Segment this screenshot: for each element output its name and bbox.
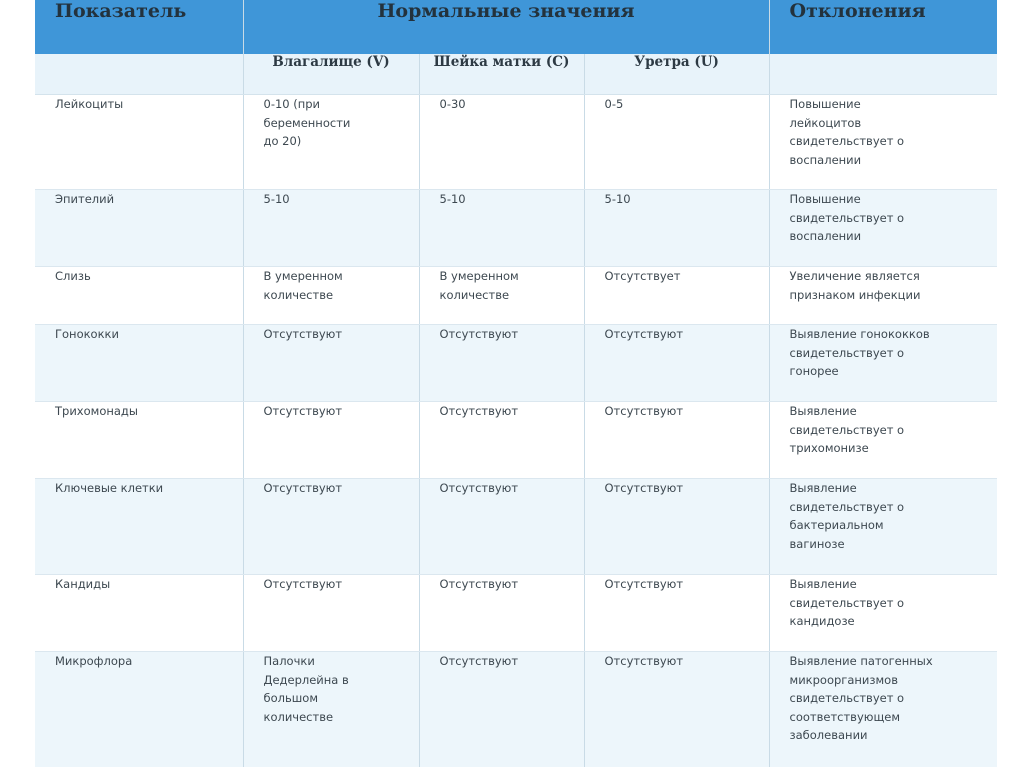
table-row [35, 325, 997, 402]
header-normal-values: Нормальные значения [243, 0, 769, 54]
row-urethra-value: Отсутствуют [604, 577, 684, 591]
header-indicator: Показатель [35, 0, 243, 54]
row-deviation: Увеличение является признаком инфекции [789, 269, 921, 302]
row-urethra-value: Отсутствуют [604, 404, 684, 418]
row-cervix-value: Отсутствуют [439, 404, 519, 418]
row-indicator: Лейкоциты [55, 97, 124, 111]
table-row [35, 575, 997, 652]
row-indicator: Трихомонады [55, 404, 138, 418]
table-row [35, 652, 997, 767]
row-indicator: Слизь [55, 269, 91, 283]
row-urethra-value: Отсутствуют [604, 654, 684, 668]
table-row [35, 267, 997, 325]
row-urethra-value: Отсутствуют [604, 481, 684, 495]
smear-norms-table [35, 0, 997, 767]
header-deviations: Отклонения [769, 0, 997, 54]
subheader-cervix: Шейка матки (C) [419, 54, 584, 95]
row-cervix-value: 0-30 [439, 97, 466, 111]
row-urethra-value: 0-5 [604, 97, 624, 111]
table-header-row [35, 0, 997, 54]
row-vagina-value: Отсутствуют [263, 481, 343, 495]
row-vagina-value: В умеренном количестве [263, 269, 343, 302]
table-row [35, 479, 997, 575]
subheader-urethra: Уретра (U) [584, 54, 769, 95]
row-vagina-value: Палочки Дедерлейна в большом количестве [263, 654, 349, 724]
table-row [35, 402, 997, 479]
row-vagina-value: Отсутствуют [263, 577, 343, 591]
row-urethra-value: Отсутствует [604, 269, 681, 283]
table-row [35, 95, 997, 190]
row-indicator: Кандиды [55, 577, 111, 591]
row-cervix-value: Отсутствуют [439, 327, 519, 341]
row-deviation: Повышение лейкоцитов свидетельствует о воспалении [789, 97, 905, 167]
row-urethra-value: Отсутствуют [604, 327, 684, 341]
row-deviation: Выявление патогенных микроорганизмов свидетельствует о соответствующем заболевании [789, 654, 933, 742]
subheader-empty-right [769, 54, 997, 95]
row-cervix-value: 5-10 [439, 192, 466, 206]
row-cervix-value: Отсутствуют [439, 577, 519, 591]
row-indicator: Гонококки [55, 327, 119, 341]
row-vagina-value: Отсутствуют [263, 404, 343, 418]
row-cervix-value: Отсутствуют [439, 481, 519, 495]
row-deviation: Повышение свидетельствует о воспалении [789, 192, 905, 243]
table-subheader-row [35, 54, 997, 95]
row-vagina-value: Отсутствуют [263, 327, 343, 341]
subheader-empty-left [35, 54, 243, 95]
row-deviation: Выявление свидетельствует о бактериальном вагинозе [789, 481, 905, 551]
row-deviation: Выявление свидетельствует о трихомонизе [789, 404, 905, 455]
row-cervix-value: В умеренном количестве [439, 269, 519, 302]
row-urethra-value: 5-10 [604, 192, 631, 206]
row-cervix-value: Отсутствуют [439, 654, 519, 668]
table-row [35, 190, 997, 267]
row-vagina-value: 5-10 [263, 192, 290, 206]
row-indicator: Эпителий [55, 192, 115, 206]
row-indicator: Микрофлора [55, 654, 133, 668]
row-deviation: Выявление гонококков свидетельствует о гонорее [789, 327, 930, 378]
subheader-vagina: Влагалище (V) [243, 54, 419, 95]
row-indicator: Ключевые клетки [55, 481, 164, 495]
row-vagina-value: 0-10 (при беременности до 20) [263, 97, 351, 148]
row-deviation: Выявление свидетельствует о кандидозе [789, 577, 905, 628]
